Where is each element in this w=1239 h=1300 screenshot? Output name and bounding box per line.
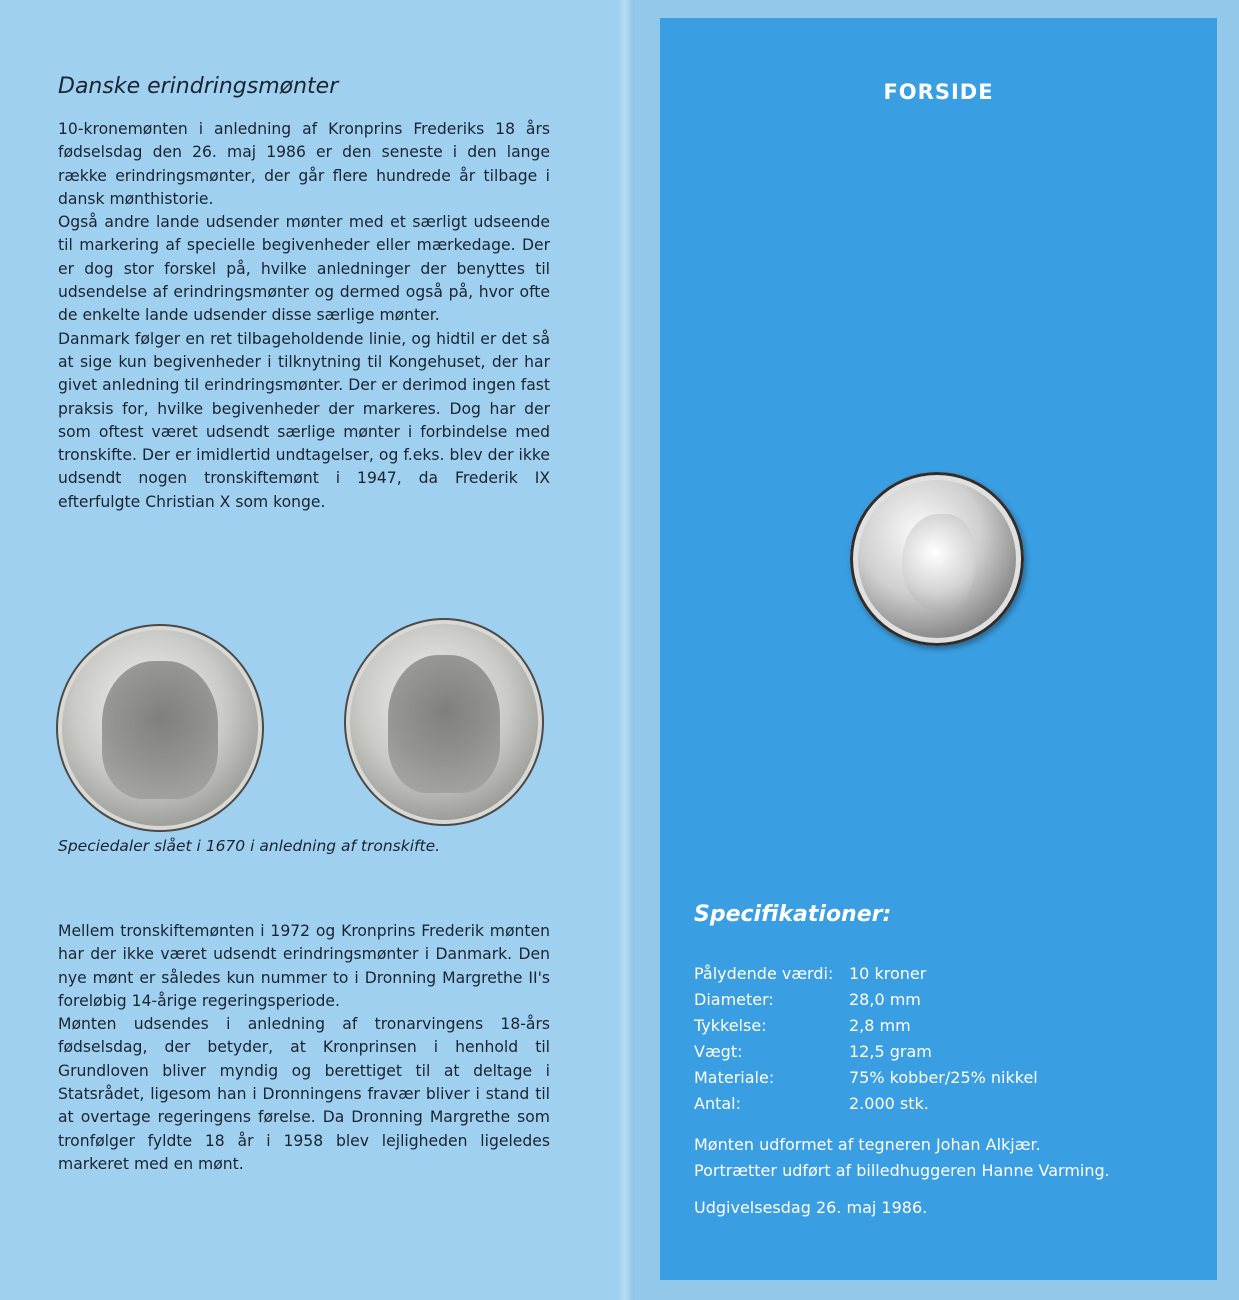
spec-value: 12,5 gram	[849, 1042, 932, 1061]
spec-value: 2.000 stk.	[849, 1094, 929, 1113]
spec-row	[694, 1042, 1038, 1068]
coin-portrait	[902, 514, 975, 611]
coin-caption: Speciedaler slået i 1670 i anledning af tronskifte.	[58, 837, 441, 855]
spec-row	[694, 1016, 1038, 1042]
coin-portrait	[388, 655, 500, 792]
spec-row	[694, 964, 1038, 990]
coin-portrait	[102, 661, 218, 798]
right-page	[660, 18, 1217, 1280]
spec-table	[694, 964, 1038, 1120]
speciedaler-coin-christian	[56, 624, 264, 832]
spec-value: 75% kobber/25% nikkel	[849, 1068, 1038, 1087]
spec-label: Tykkelse:	[694, 1016, 767, 1035]
ten-krone-coin	[850, 472, 1024, 646]
intro-paragraph: Danmark følger en ret tilbageholdende linie, og hidtil er det så at sige kun begivenheder i tilknytning til Kongehuset, der har givet anledning til erindringsmønter. Der er derimod ingen fast praksis for, hvilke begivenheder der markeres. Dog har der som oftest været udsendt særlige mønter i forbindelse med tronskifte. Der er imidlertid undtagelser, og f.eks. blev der ikke udsendt nogen tronskiftemønt i 1947, da Frederik IX efterfulgte Christian X som konge.	[58, 329, 550, 511]
credits	[694, 1132, 1110, 1184]
spec-value: 2,8 mm	[849, 1016, 911, 1035]
page-fold	[618, 0, 634, 1300]
intro-paragraph: Også andre lande udsender mønter med et særligt udseende til markering af specielle begivenheder eller mærkedage. Der er dog stor forskel på, hvilke anledninger der benyttes til udsendelse af erindringsmønter og dermed også på, hvor ofte de enkelte lande udsender disse særlige mønter.	[58, 213, 550, 325]
closing-text	[58, 920, 550, 1176]
spec-value: 10 kroner	[849, 964, 927, 983]
closing-paragraph: Mønten udsendes i anledning af tronarvingens 18-års fødselsdag, der betyder, at Kronprinsen i henhold til Grundloven bliver myndig og berettiget til at deltage i Statsrådet, ligesom han i Dronningens fravær bliver i stand til at overtage regeringens førelse. Da Dronning Margrethe som tronfølger fyldte 18 år i 1958 blev lejligheden ligeledes markeret med en mønt.	[58, 1015, 550, 1173]
spec-label: Diameter:	[694, 990, 774, 1009]
closing-paragraph: Mellem tronskiftemønten i 1972 og Kronprins Frederik mønten har der ikke været udsendt erindringsmønter i Danmark. Den nye mønt er således kun nummer to i Dronning Margrethe II's foreløbig 14-årige regeringsperiode.	[58, 922, 550, 1010]
spec-title: Specifikationer:	[694, 902, 892, 927]
intro-text	[58, 118, 550, 514]
spec-row	[694, 1094, 1038, 1120]
credit-line: Portrætter udført af billedhuggeren Hanne Varming.	[694, 1161, 1110, 1180]
spec-label: Vægt:	[694, 1042, 743, 1061]
credit-line: Mønten udformet af tegneren Johan Alkjær.	[694, 1135, 1041, 1154]
release-date: Udgivelsesdag 26. maj 1986.	[694, 1198, 928, 1217]
left-page	[0, 0, 618, 1300]
speciedaler-coin-frederik	[344, 618, 544, 826]
spec-row	[694, 990, 1038, 1016]
spec-row	[694, 1068, 1038, 1094]
spec-label: Antal:	[694, 1094, 741, 1113]
forside-title: FORSIDE	[883, 80, 994, 104]
spec-value: 28,0 mm	[849, 990, 921, 1009]
spec-label: Materiale:	[694, 1068, 775, 1087]
page-heading: Danske erindringsmønter	[58, 74, 339, 99]
intro-paragraph: 10-kronemønten i anledning af Kronprins Frederiks 18 års fødselsdag den 26. maj 1986 er den seneste i den lange række erindringsmønter, der går flere hundrede år tilbage i dansk mønthistorie.	[58, 120, 550, 208]
spec-label: Pålydende værdi:	[694, 964, 834, 983]
